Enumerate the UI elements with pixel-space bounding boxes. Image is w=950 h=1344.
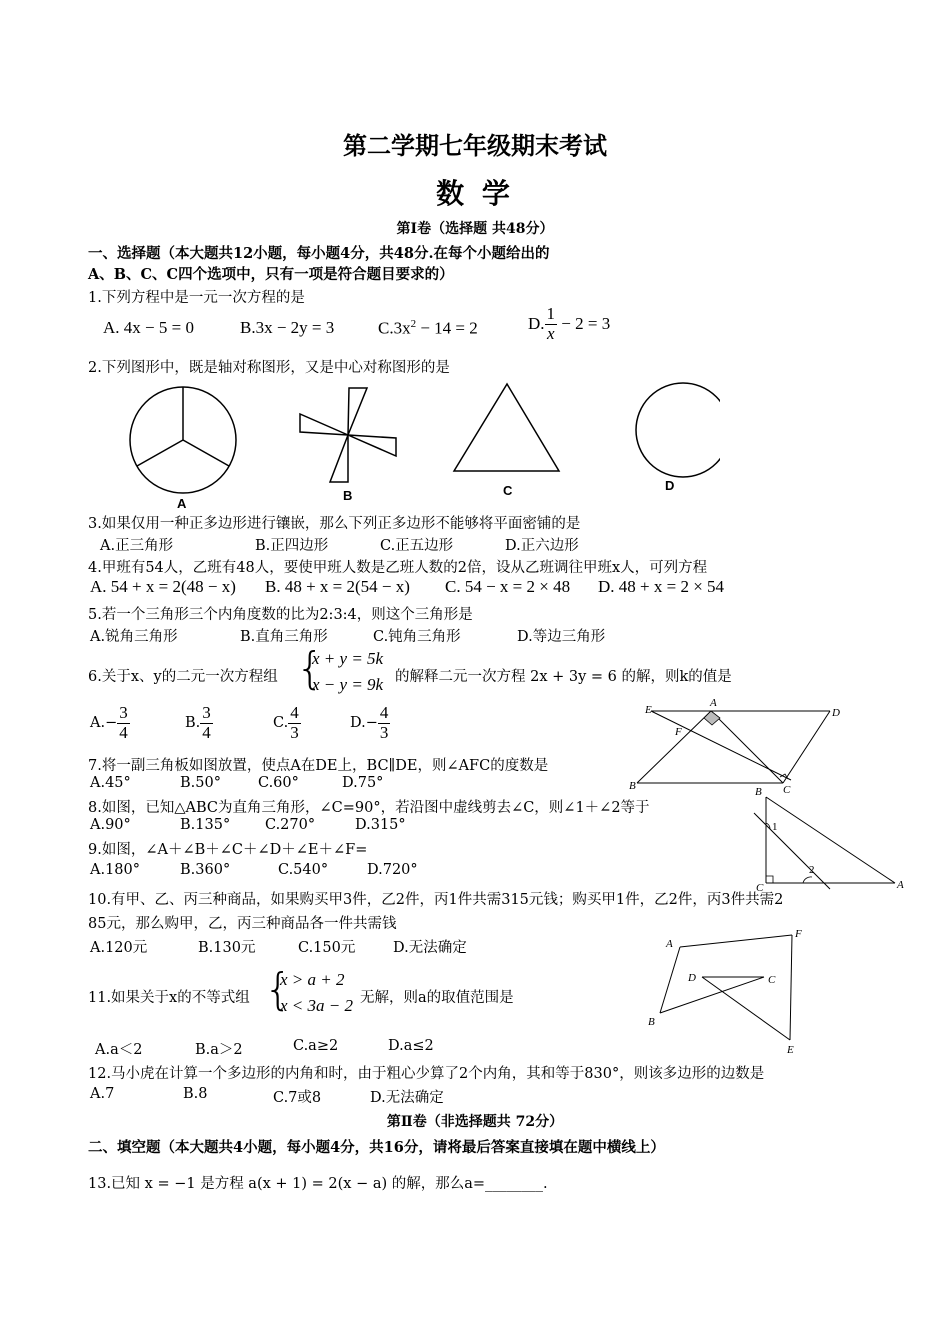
figure-d-circle [636,383,720,477]
section1-line2: A、B、C、C四个选项中，只有一项是符合题目要求的） [88,266,454,283]
q11-stem-pre: 11.如果关于x的不等式组 [88,990,250,1006]
q3-stem: 3.如果仅用一种正多边形进行镶嵌，那么下列正多边形不能够将平面密铺的是 [88,516,581,532]
q6-option-d: D.− $\frac{4}{3}$ [350,703,389,742]
q7-label-b: B [629,780,636,792]
q4-option-b: B. 48 + x = 2(54 − x) [265,577,410,596]
part2-heading: 第Ⅱ卷（非选择题共 72分） [386,1114,564,1130]
q12-stem: 12.马小虎在计算一个多边形的内角和时，由于粗心少算了2个内角，其和等于830°，则该多边形的边数是 [88,1066,765,1082]
q5-option-c: C.钝角三角形 [373,629,461,645]
q6-equation-system: x + y = 5k x − y = 9k [312,649,384,694]
q1-option-a: A. 4x − 5 = 0 [103,318,194,337]
q11-option-b: B.a＞2 [195,1042,243,1058]
q7-option-b: B.50° [180,775,221,791]
q9-option-c: C.540° [278,862,329,878]
figure-c-triangle [454,384,559,471]
q8-label-1: 1 [772,821,778,833]
q9-option-a: A.180° [90,862,141,878]
q2-label-a: A [177,496,187,511]
subject-title: 数 学 [436,177,514,210]
q2-stem: 2.下列图形中，既是轴对称图形，又是中心对称图形的是 [88,360,450,376]
q11-option-d: D.a≤2 [388,1038,434,1054]
q9-option-d: D.720° [367,862,418,878]
q3-option-d: D.正六边形 [505,538,579,554]
q9-label-d: D [688,972,696,984]
q8-option-d: D.315° [355,817,406,833]
part1-heading: 第Ⅰ卷（选择题 共48分） [396,221,554,237]
q10-option-d: D.无法确定 [393,940,467,956]
q5-option-d: D.等边三角形 [517,629,606,645]
q6-option-a: A.− $\frac{3}{4}$ [90,703,128,742]
q2-label-b: B [343,488,353,503]
q8-label-2: 2 [809,864,815,876]
figure-b-pinwheel [300,388,396,482]
q9-label-b: B [648,1016,655,1028]
q6-stem-post: 的解释二元一次方程 2x + 3y = 6 的解，则k的值是 [395,669,732,685]
q13-answer-blank[interactable]: ________ [485,1176,544,1192]
q6-option-c: C. $\frac{4}{3}$ [273,703,299,742]
q10-option-c: C.150元 [298,940,356,956]
q8-option-c: C.270° [265,817,316,833]
q12-option-b: B.8 [183,1086,208,1102]
q7-label-e: E [645,704,652,716]
q2-label-c: C [503,483,513,498]
q2-figures [120,378,720,510]
q5-option-a: A.锐角三角形 [90,629,178,645]
q3-option-a: A.正三角形 [100,538,174,554]
figure-a-circle-three-sectors [130,387,236,493]
q8-label-c: C [756,882,764,894]
q9-label-f: F [795,928,802,940]
q11-option-a: A.a＜2 [95,1042,143,1058]
q4-stem: 4.甲班有54人，乙班有48人，要使甲班人数是乙班人数的2倍，设从乙班调往甲班x人，可列方程 [88,560,708,576]
q9-figure [640,925,820,1060]
q1-option-b: B.3x − 2y = 3 [240,318,335,337]
q8-option-b: B.135° [180,817,231,833]
q2-label-d: D [665,478,675,493]
q7-label-d: D [832,707,840,719]
q13-question: 13.已知 x = −1 是方程 a(x + 1) = 2(x − a) 的解，那么a=________. [88,1176,548,1192]
q10-option-b: B.130元 [198,940,256,956]
q9-stem: 9.如图，∠A＋∠B＋∠C＋∠D＋∠E＋∠F= [88,842,368,858]
q4-option-d: D. 48 + x = 2 × 54 [598,577,725,596]
q4-option-a: A. 54 + x = 2(48 − x) [90,577,236,596]
q6-option-b: B. $\frac{3}{4}$ [185,703,211,742]
section1-line1: 一、选择题（本大题共12小题，每小题4分，共48分.在每个小题给出的 [88,245,550,262]
q7-stem: 7.将一副三角板如图放置，使点A在DE上，BC∥DE，则∠AFC的度数是 [88,758,549,774]
q8-stem: 8.如图，已知△ABC为直角三角形，∠C=90°，若沿图中虚线剪去∠C，则∠1＋∠2等于 [88,800,650,816]
q10-line1: 10.有甲、乙、丙三种商品，如果购买甲3件，乙2件，丙1件共需315元钱；购买甲1件，乙2件，丙3件共需2 [88,892,784,908]
q7-option-d: D.75° [342,775,384,791]
q7-label-f: F [675,726,682,738]
q10-line2: 85元，那么购甲，乙，丙三种商品各一件共需钱 [88,916,397,932]
q1-option-d: D. $\frac{1}{x}$ − 2 = 3 [528,304,611,343]
q1-option-c: $C.3x^2 - 14 = 2$ [378,318,478,338]
q1-stem: 1.下列方程中是一元一次方程的是 [88,290,305,306]
q7-label-c: C [783,784,791,796]
q7-option-c: C.60° [258,775,299,791]
q10-option-a: A.120元 [90,940,148,956]
q11-inequality-system: x > a + 2 x < 3a − 2 [280,970,353,1015]
q5-stem: 5.若一个三角形三个内角度数的比为2:3:4，则这个三角形是 [88,607,473,623]
page-title: 第二学期七年级期末考试 [343,131,607,160]
q12-option-a: A.7 [90,1086,115,1102]
q9-label-e: E [787,1044,794,1056]
q6-brace: { [296,643,324,694]
q8-figure [740,785,915,895]
q8-label-b: B [755,786,762,798]
q12-option-c: C.7或8 [273,1090,322,1106]
q9-label-c: C [768,974,776,986]
q11-option-c: C.a≥2 [293,1038,339,1054]
q3-option-c: C.正五边形 [380,538,454,554]
q12-option-d: D.无法确定 [370,1090,444,1106]
q5-option-b: B.直角三角形 [240,629,328,645]
q4-option-c: C. 54 − x = 2 × 48 [445,577,571,596]
section2-line1: 二、填空题（本大题共4小题，每小题4分，共16分，请将最后答案直接填在题中横线上） [88,1139,665,1156]
q7-option-a: A.45° [90,775,131,791]
q6-stem-pre: 6.关于x、y的二元一次方程组 [88,669,278,685]
q7-label-a: A [710,697,717,709]
q8-option-a: A.90° [90,817,131,833]
q9-label-a: A [666,938,673,950]
q11-brace: { [264,964,292,1015]
q11-stem-post: 无解，则a的取值范围是 [360,990,514,1006]
q8-label-a: A [897,879,904,891]
q9-option-b: B.360° [180,862,231,878]
q3-option-b: B.正四边形 [255,538,329,554]
